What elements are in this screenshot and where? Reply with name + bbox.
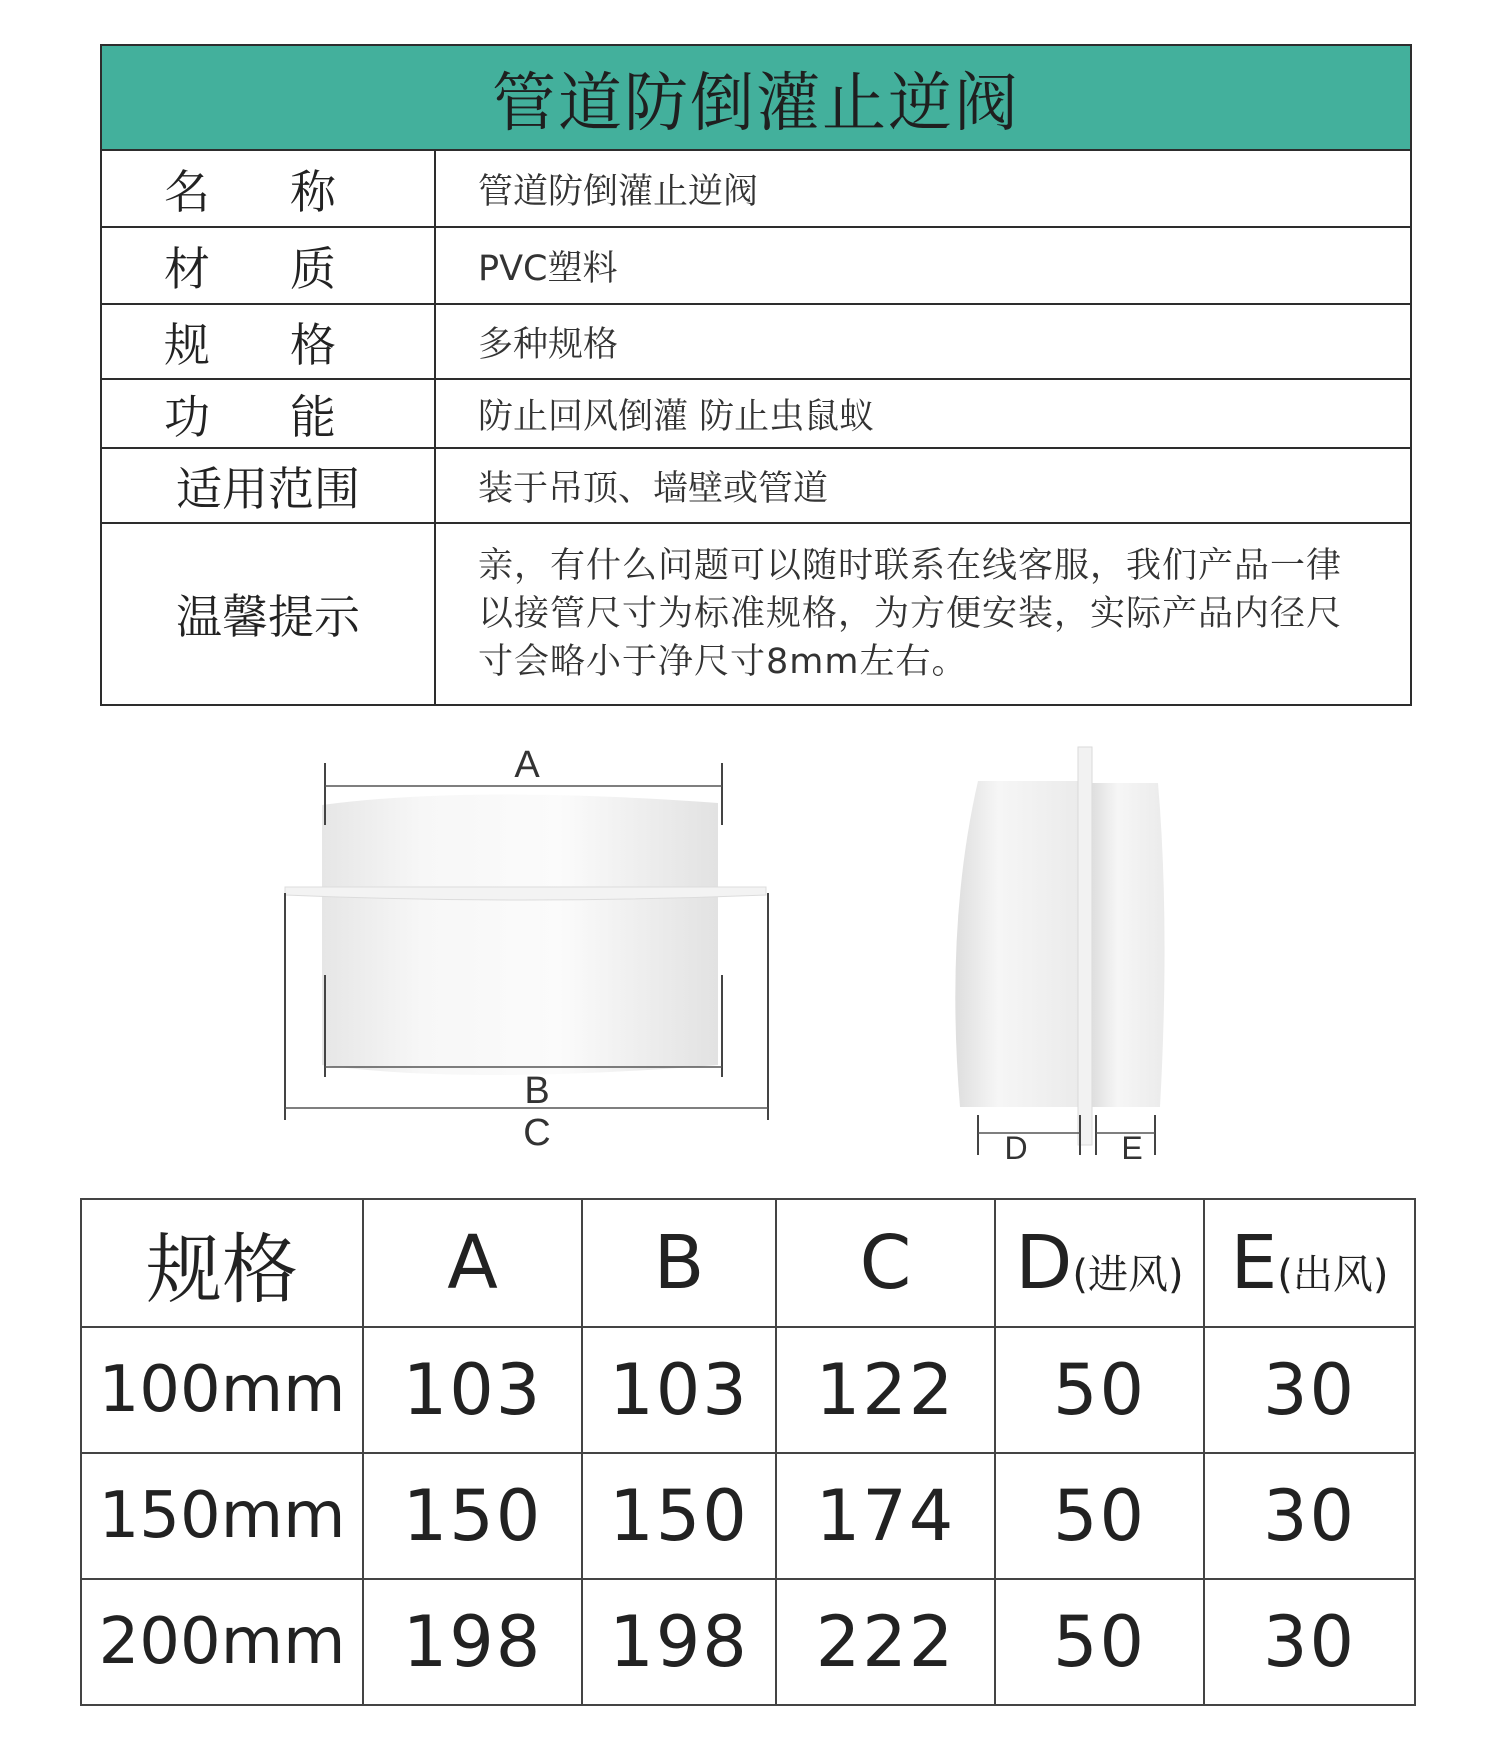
spec-header-cell: 规格 [81,1199,363,1327]
spec-row [81,1579,1415,1705]
spec-cell: 122 [776,1327,995,1453]
spec-cell: 30 [1204,1579,1415,1705]
info-value: 亲，有什么问题可以随时联系在线客服，我们产品一律以接管尺寸为标准规格，为方便安装，实际产品内径尺寸会略小于净尺寸8mm左右。 [478,546,1343,682]
info-label: 功 能 [102,380,436,447]
spec-table [80,1198,1416,1706]
spec-header-row [81,1199,1415,1327]
valve-body-side [955,781,1078,1107]
valve-body-front [322,794,718,1075]
spec-cell: 198 [582,1579,776,1705]
spec-cell: 50 [995,1453,1204,1579]
front-view [285,744,768,1154]
info-row-material [102,228,1410,305]
info-value: 管道防倒灌止逆阀 [478,171,759,212]
spec-cell: 150mm [81,1453,363,1579]
valve-drawing [0,735,1500,1160]
spec-cell: 222 [776,1579,995,1705]
valve-outlet-side [1092,783,1165,1107]
spec-row [81,1453,1415,1579]
spec-cell: 150 [363,1453,582,1579]
spec-cell: 30 [1204,1453,1415,1579]
spec-cell: 200mm [81,1579,363,1705]
spec-header-cell: D(进风) [995,1199,1204,1327]
info-row-function [102,380,1410,449]
spec-cell: 100mm [81,1327,363,1453]
info-value: 防止回风倒灌 防止虫鼠蚁 [478,396,875,437]
info-label: 材 质 [102,228,436,303]
info-label: 适用范围 [102,449,436,522]
info-value: PVC塑料 [478,248,618,289]
dim-e-label: E [1121,1130,1143,1160]
spec-header-cell: E(出风) [1204,1199,1415,1327]
spec-header-cell: B [582,1199,776,1327]
info-label: 名 称 [102,151,436,226]
valve-flange-side [1078,747,1092,1145]
spec-row [81,1327,1415,1453]
info-label: 规 格 [102,305,436,378]
spec-cell: 103 [363,1327,582,1453]
dim-b-label: B [524,1070,550,1112]
spec-cell: 30 [1204,1327,1415,1453]
spec-cell: 50 [995,1579,1204,1705]
product-title: 管道防倒灌止逆阀 [102,46,1410,151]
info-value: 装于吊顶、墙壁或管道 [478,468,829,509]
info-row-spec [102,305,1410,380]
info-label: 温馨提示 [102,524,436,704]
spec-cell: 50 [995,1327,1204,1453]
spec-cell: 174 [776,1453,995,1579]
spec-header-cell: C [776,1199,995,1327]
product-info-table [100,44,1412,706]
spec-cell: 103 [582,1327,776,1453]
side-view [955,747,1164,1160]
info-row-usage [102,449,1410,524]
spec-cell: 198 [363,1579,582,1705]
info-row-tip [102,524,1410,704]
info-row-name [102,151,1410,228]
dim-a-label: A [514,744,540,786]
dim-d-label: D [1004,1130,1028,1160]
info-value: 多种规格 [478,324,619,365]
spec-cell: 150 [582,1453,776,1579]
spec-header-cell: A [363,1199,582,1327]
dimension-diagram [0,735,1500,1160]
dim-c-label: C [523,1112,551,1154]
